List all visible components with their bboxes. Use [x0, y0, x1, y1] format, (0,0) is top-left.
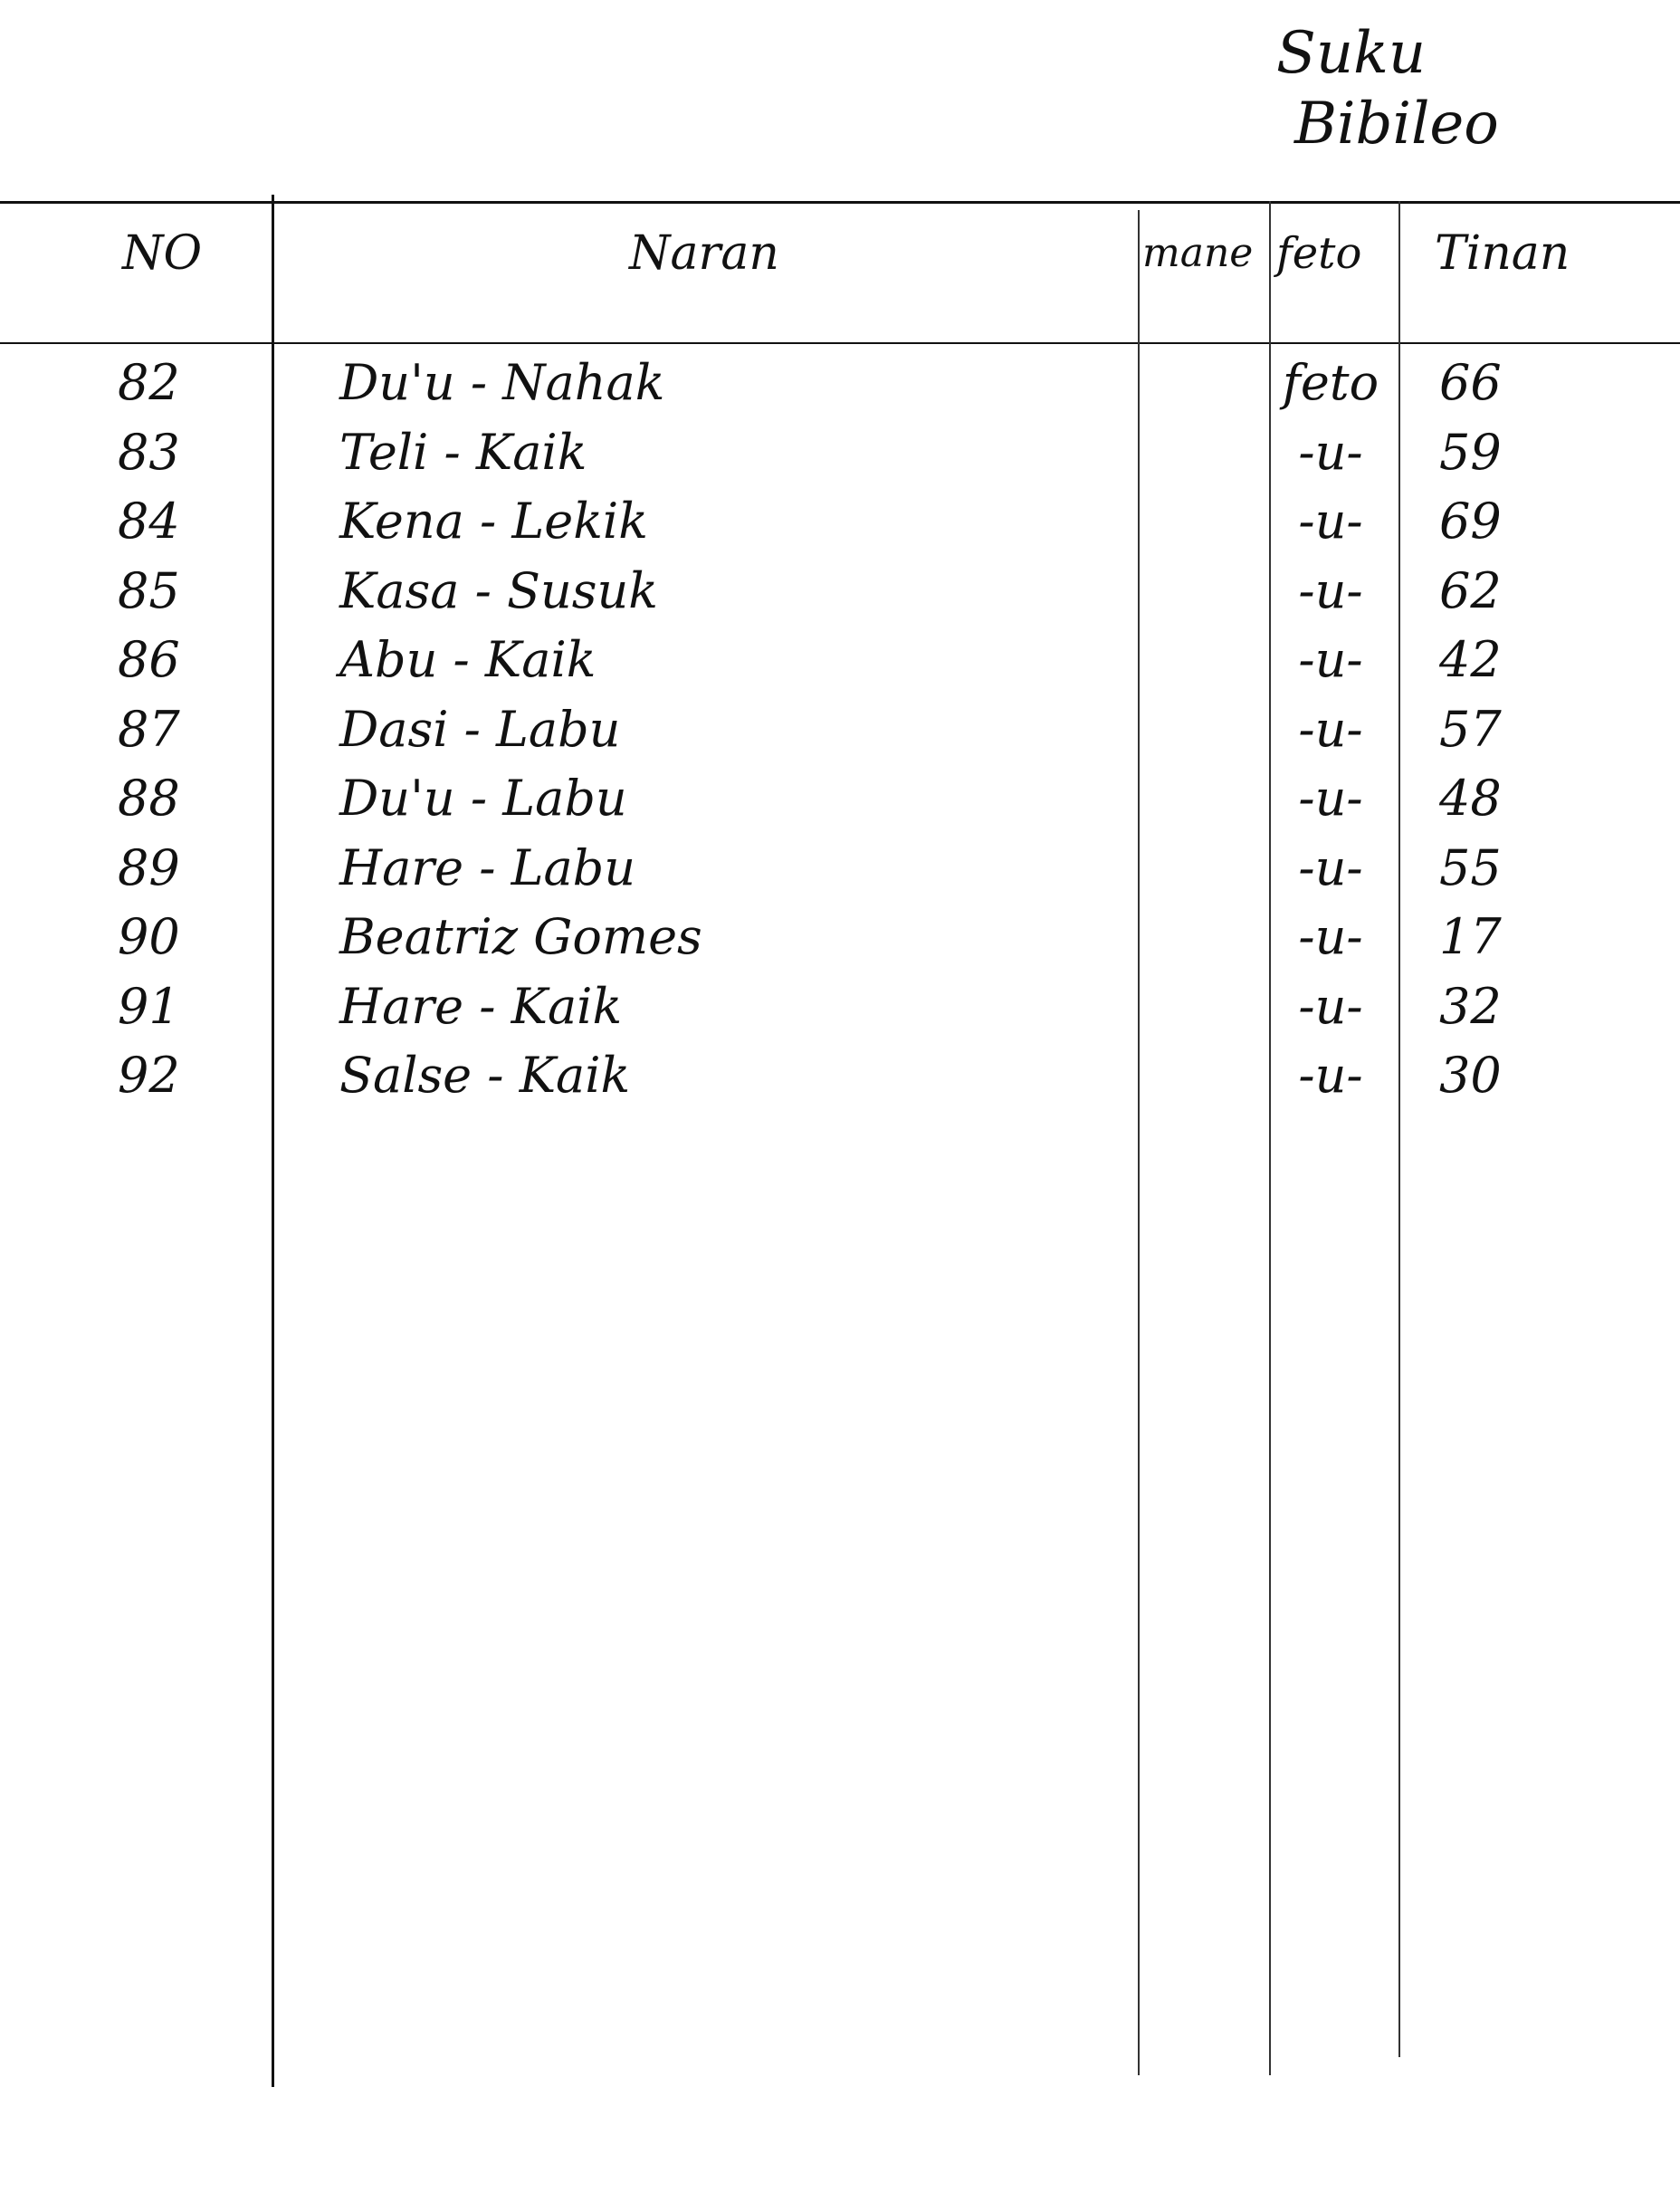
- row-name: Beatriz Gomes: [339, 908, 702, 965]
- row-age: 62: [1439, 561, 1502, 619]
- column-header-name: Naran: [629, 226, 779, 281]
- table-row: [0, 834, 1680, 904]
- row-name: Du'u - Nahak: [339, 354, 665, 411]
- row-name: Abu - Kaik: [339, 631, 597, 688]
- table-row: [0, 903, 1680, 972]
- row-name: Kasa - Susuk: [339, 561, 659, 619]
- row-number: 85: [118, 561, 180, 619]
- row-feto-mark: feto: [1282, 354, 1379, 411]
- table-row: [0, 557, 1680, 627]
- row-name: Kena - Lekik: [339, 493, 648, 550]
- row-age: 57: [1439, 700, 1502, 758]
- row-number: 82: [118, 354, 180, 411]
- row-age: 66: [1439, 354, 1502, 411]
- table-row: [0, 349, 1680, 418]
- row-name: Teli - Kaik: [339, 423, 587, 481]
- row-number: 87: [118, 700, 180, 758]
- table-row: [0, 972, 1680, 1042]
- row-number: 83: [118, 423, 180, 481]
- table-row: [0, 695, 1680, 765]
- row-age: 42: [1439, 631, 1502, 688]
- row-age: 59: [1439, 423, 1502, 481]
- row-number: 89: [118, 838, 180, 896]
- row-name: Dasi - Labu: [339, 700, 621, 758]
- register-rows: [0, 349, 1680, 1111]
- row-number: 90: [118, 908, 180, 965]
- header-bottom-rule: [0, 342, 1680, 344]
- table-row: [0, 1041, 1680, 1111]
- row-number: 84: [118, 493, 180, 550]
- row-name: Hare - Kaik: [339, 977, 623, 1035]
- row-age: 48: [1439, 770, 1502, 827]
- row-feto-mark: -u-: [1298, 423, 1363, 481]
- row-age: 17: [1439, 908, 1502, 965]
- row-feto-mark: -u-: [1298, 977, 1363, 1035]
- row-feto-mark: -u-: [1298, 493, 1363, 550]
- row-age: 30: [1439, 1047, 1502, 1104]
- row-number: 86: [118, 631, 180, 688]
- row-feto-mark: -u-: [1298, 770, 1363, 827]
- column-header-mane: mane: [1142, 230, 1254, 276]
- table-top-rule: [0, 201, 1680, 204]
- row-number: 91: [118, 977, 180, 1035]
- heading-line-suku: Suku: [1276, 20, 1427, 87]
- row-age: 32: [1439, 977, 1502, 1035]
- row-name: Salse - Kaik: [339, 1047, 631, 1104]
- row-name: Hare - Labu: [339, 838, 636, 896]
- row-feto-mark: -u-: [1298, 700, 1363, 758]
- column-header-no: NO: [122, 226, 203, 281]
- column-header-age: Tinan: [1435, 226, 1570, 281]
- row-age: 69: [1439, 493, 1502, 550]
- village-heading: [1276, 18, 1602, 159]
- row-name: Du'u - Labu: [339, 770, 627, 827]
- table-row: [0, 764, 1680, 834]
- heading-line-village: Bibileo: [1294, 91, 1499, 158]
- row-feto-mark: -u-: [1298, 908, 1363, 965]
- row-number: 92: [118, 1047, 180, 1104]
- row-feto-mark: -u-: [1298, 561, 1363, 619]
- row-feto-mark: -u-: [1298, 1047, 1363, 1104]
- row-number: 88: [118, 770, 180, 827]
- row-age: 55: [1439, 838, 1502, 896]
- row-feto-mark: -u-: [1298, 631, 1363, 688]
- table-row: [0, 418, 1680, 488]
- column-header-feto: feto: [1276, 228, 1362, 279]
- row-feto-mark: -u-: [1298, 838, 1363, 896]
- table-row: [0, 487, 1680, 557]
- table-row: [0, 626, 1680, 695]
